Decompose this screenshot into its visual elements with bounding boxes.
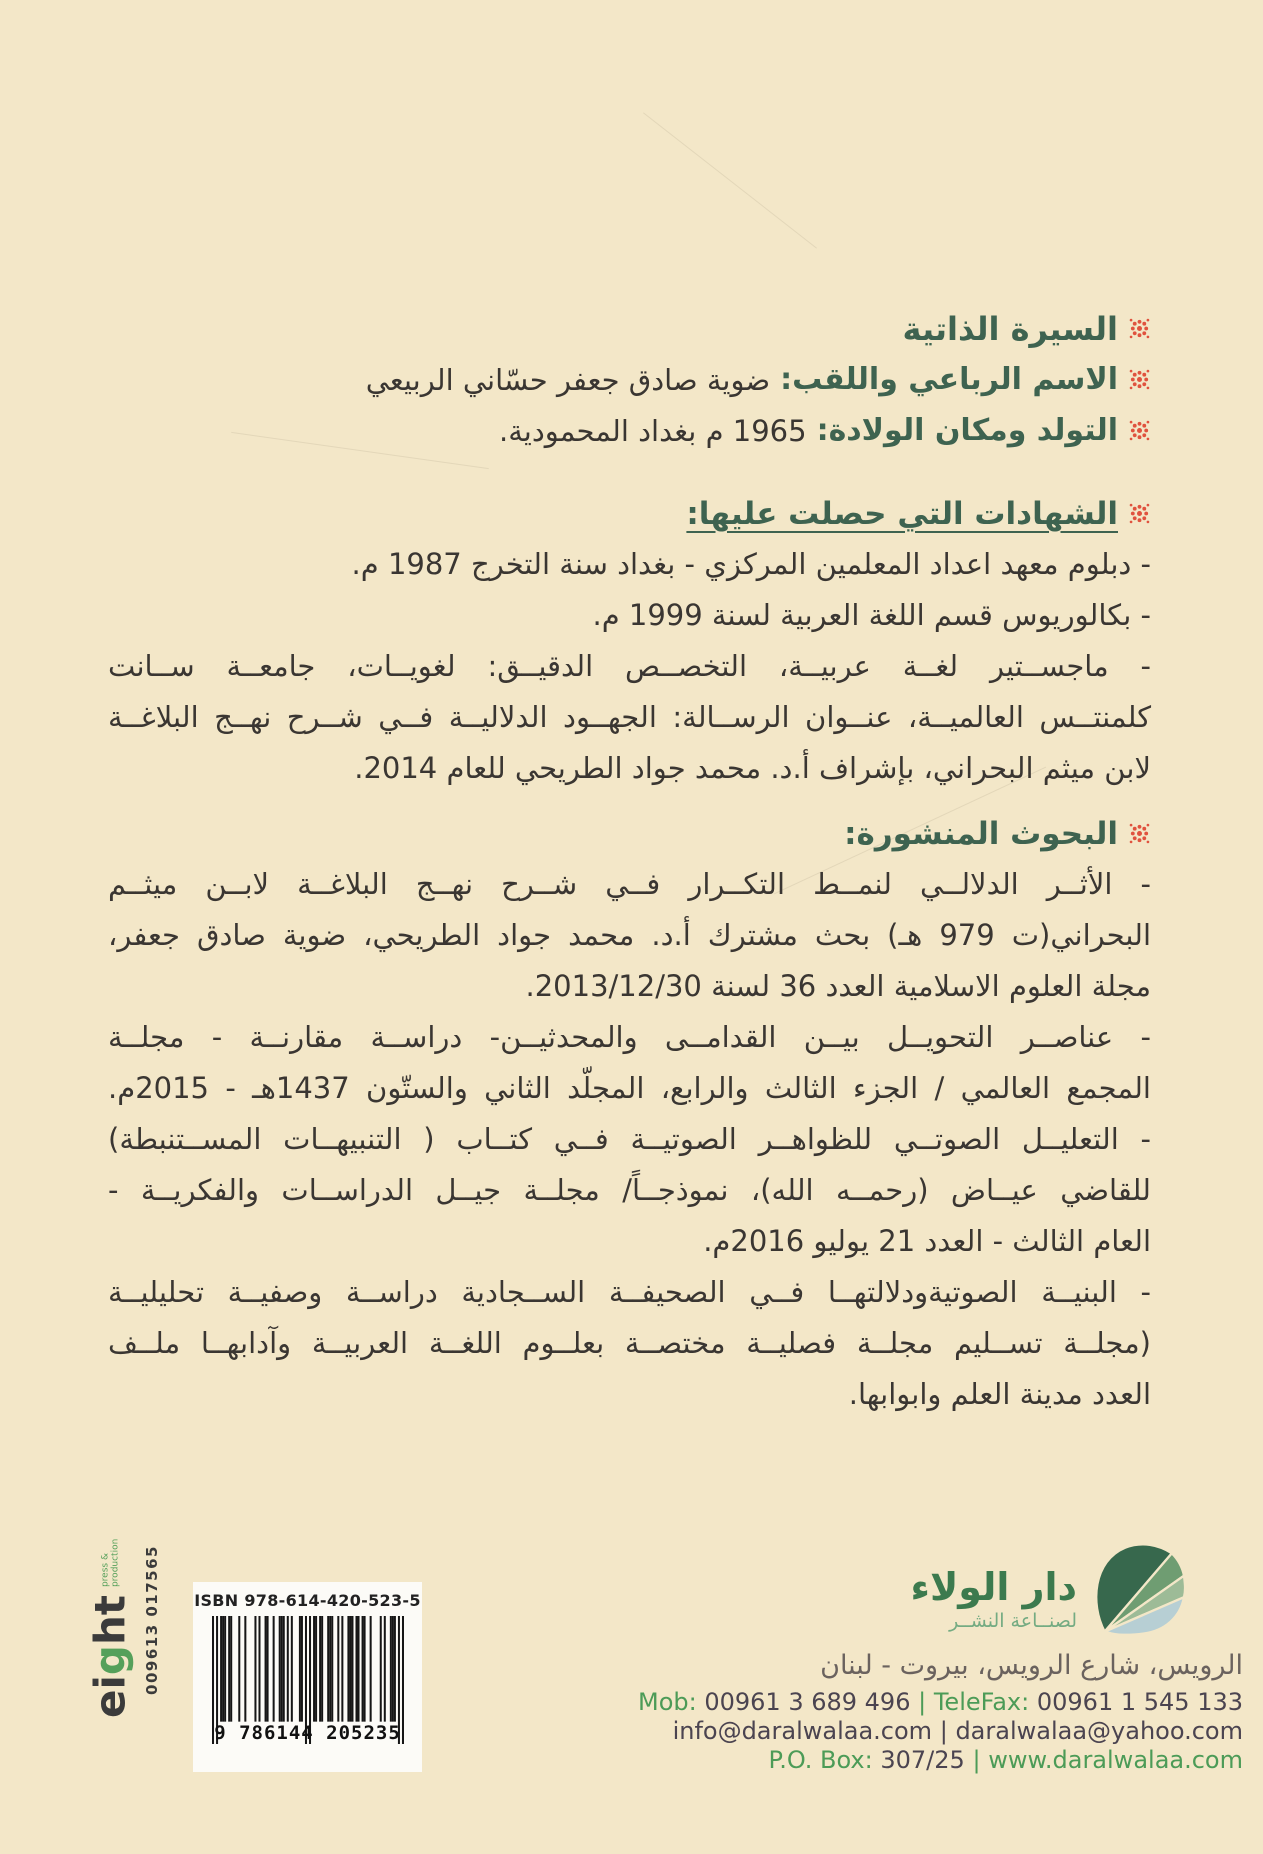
cv-content [108, 303, 1151, 1420]
email-primary: info@daralwalaa.com [672, 1717, 933, 1745]
paper-scratch [643, 112, 817, 248]
research-line: - البنيــة الصوتيةودلالتهــا فــي الصحيفــة الســجادية دراســة وصفيــة تحليليــة [108, 1275, 1151, 1309]
research-header-row [108, 808, 1151, 859]
research-line: - الأثــر الدلالــي لنمــط التكــرار فــي شــرح نهــج البلاغــة لابــن ميثــم [108, 867, 1151, 901]
mob-label: Mob: [637, 1688, 697, 1716]
birth-row [108, 405, 1151, 456]
isbn-barcode-panel [193, 1582, 422, 1772]
separator: | [972, 1746, 981, 1774]
cv-title: السيرة الذاتية [902, 309, 1118, 348]
ornament-icon [1128, 822, 1151, 845]
website-link: www.daralwalaa.com [988, 1746, 1243, 1774]
research-line: - التعليــل الصوتــي للظواهــر الصوتيــة فــي كتــاب ( التنبيهــات المســتنبطة) [108, 1122, 1151, 1156]
printer-name: eight [85, 1595, 134, 1718]
mob-value: 00961 3 689 496 [704, 1688, 911, 1716]
research-line: البحراني(ت 979 هـ) بحث مشترك أ.د. محمد جواد الطريحي، ضوية صادق جعفر، [108, 918, 1151, 952]
telefax-value: 00961 1 545 133 [1036, 1688, 1243, 1716]
pobox-line [638, 1746, 1243, 1775]
printer-logo [83, 1526, 138, 1726]
separator: | [918, 1688, 927, 1716]
printer-name-accent: g [85, 1645, 134, 1676]
certificate-line: - ماجســتير لغــة عربيــة، التخصــص الدقيــق: لغويــات، جامعــة ســانت [108, 649, 1151, 683]
publisher-tagline: لصنــاعة النشــر [949, 1610, 1077, 1632]
printer-code: 009613 017565 [143, 1545, 161, 1695]
research-line: المجمع العالمي / الجزء الثالث والرابع، المجلّد الثاني والستّون 1437هـ - 2015م. [108, 1071, 1151, 1105]
cv-title-row [108, 303, 1151, 354]
email-secondary: daralwalaa@yahoo.com [955, 1717, 1243, 1745]
certificate-line: كلمنتــس العالميــة، عنــوان الرســالة: الجهــود الدلاليــة فــي شــرح نهــج البلاغــة [108, 700, 1151, 734]
publisher-address: الرويس، شارع الرويس، بيروت - لبنان [820, 1650, 1243, 1681]
birth-value: 1965 م بغداد المحمودية. [499, 413, 807, 448]
isbn-number: ISBN 978-614-420-523-5 [194, 1591, 421, 1610]
full-name-label: الاسم الرباعي واللقب: [780, 362, 1118, 397]
research-line: العام الثالث - العدد 21 يوليو 2016م. [703, 1224, 1151, 1258]
ornament-icon [1128, 502, 1151, 525]
telefax-label: TeleFax: [933, 1688, 1030, 1716]
publisher-name-block [911, 1566, 1077, 1632]
ornament-icon [1128, 368, 1151, 391]
separator: | [939, 1717, 948, 1745]
publisher-name: دار الولاء [910, 1565, 1077, 1609]
research-line: العدد مدينة العلم وابوابها. [848, 1377, 1151, 1411]
full-name-row [108, 354, 1151, 405]
pobox-label: P.O. Box: [768, 1746, 873, 1774]
barcode-digits: 9 786144 205235 [214, 1722, 401, 1744]
publisher-logo [1086, 1538, 1198, 1650]
certificates-header-row [108, 488, 1151, 539]
research-line: للقاضي عيــاض (رحمــه الله)، نموذجــاً/ مجلــة جيــل الدراســات والفكريــة - [108, 1173, 1151, 1207]
certificates-title: الشهادات التي حصلت عليها: [686, 495, 1118, 532]
pobox-value: 307/25 [880, 1746, 965, 1774]
research-line: (مجلــة تســليم مجلــة فصليــة مختصــة بعلــوم اللغــة العربيــة وآدابهــا ملــف [108, 1326, 1151, 1360]
printer-subtitle: press & production [100, 1538, 120, 1588]
research-line: - عناصــر التحويــل بيــن القدامــى والمحدثيــن- دراســة مقارنــة - مجلــة [108, 1020, 1151, 1054]
certificate-line: لابن ميثم البحراني، بإشراف أ.د. محمد جواد الطريحي للعام 2014. [354, 751, 1151, 785]
full-name-value: ضوية صادق جعفر حسّاني الربيعي [365, 362, 771, 397]
email-line [638, 1717, 1243, 1746]
birth-label: التولد ومكان الولادة: [816, 413, 1118, 448]
research-line: مجلة العلوم الاسلامية العدد 36 لسنة 2013/12/30. [525, 969, 1151, 1003]
research-title: البحوث المنشورة: [844, 815, 1118, 852]
phone-line [638, 1688, 1243, 1717]
ornament-icon [1128, 419, 1151, 442]
certificate-line: - دبلوم معهد اعداد المعلمين المركزي - بغداد سنة التخرج 1987 م. [351, 547, 1151, 581]
publisher-contacts [638, 1688, 1243, 1775]
ornament-icon [1128, 317, 1151, 340]
certificate-line: - بكالوريوس قسم اللغة العربية لسنة 1999 م. [592, 598, 1151, 632]
